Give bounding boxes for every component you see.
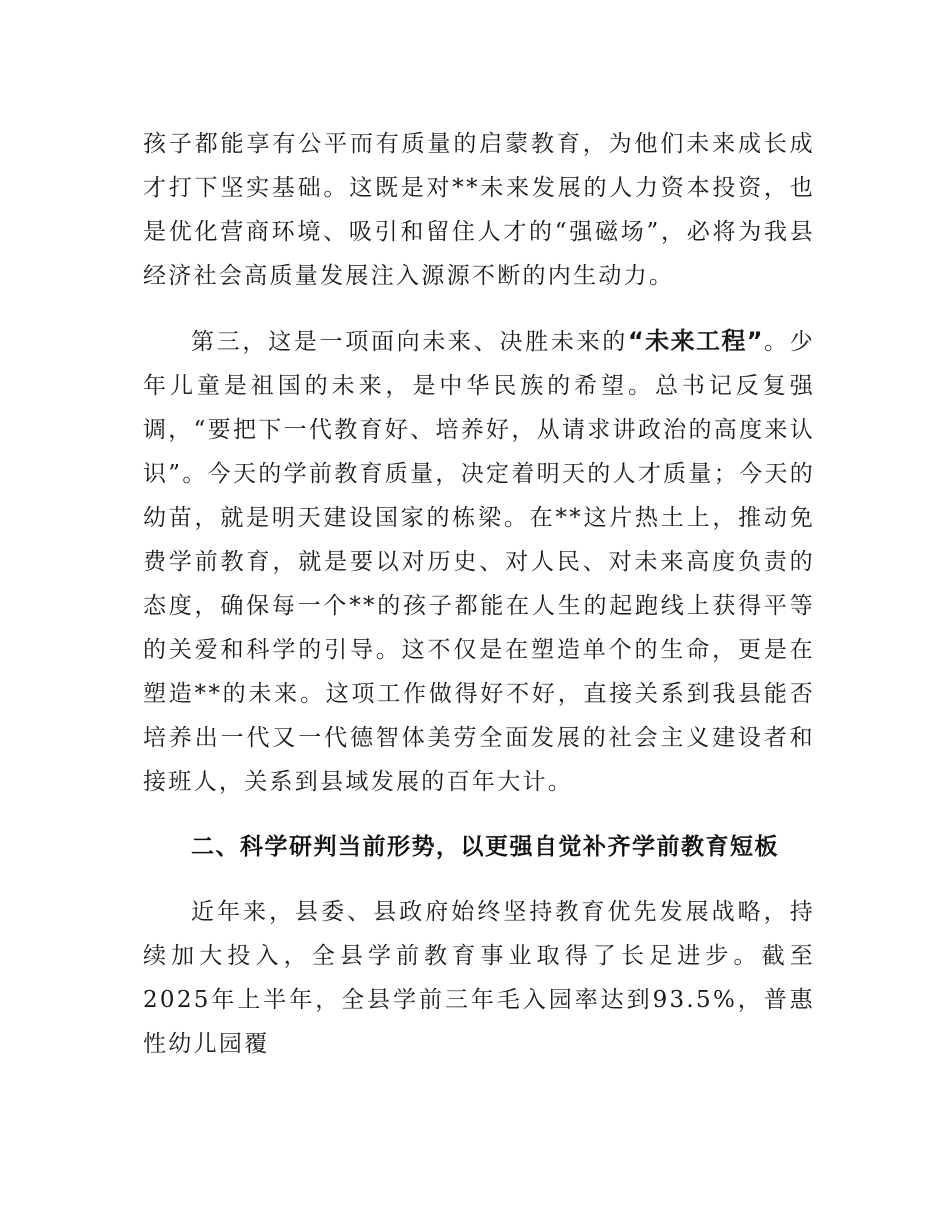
document-body — [143, 122, 815, 1066]
paragraph-2-body: 。少年儿童是祖国的未来，是中华民族的希望。总书记反复强调，“要把下一代教育好、培养好，从请求讲政治的高度来认识”。今天的学前教育质量，决定着明天的人才质量；今天的幼苗，就是明天建设国家的栋梁。在**这片热土上，推动免费学前教育，就是要以对历史、对人民、对未来高度负责的态度，确保每一个**的孩子都能在人生的起跑线上获得平等的关爱和科学的引导。这不仅是在塑造单个的生命，更是在塑造**的未来。这项工作做得好不好，直接关系到我县能否培养出一代又一代德智体美劳全面发展的社会主义建设者和接班人，关系到县域发展的百年大计。 — [143, 329, 815, 795]
paragraph-2-lead: 第三，这是一项面向未来、决胜未来的 — [191, 329, 628, 355]
paragraph-gap — [143, 298, 815, 319]
paragraph-gap — [143, 869, 815, 890]
paragraph-3: 近年来，县委、县政府始终坚持教育优先发展战略，持续加大投入，全县学前教育事业取得了长足进步。截至2025年上半年，全县学前三年毛入园率达到93.5%，普惠性幼儿园覆 — [143, 899, 815, 1057]
future-project-emphasis: “未来工程” — [628, 327, 764, 355]
paragraph-1: 孩子都能享有公平而有质量的启蒙教育，为他们未来成长成才打下坚实基础。这既是对**未来发展的人力资本投资，也是优化营商环境、吸引和留住人才的“强磁场”，必将为我县经济社会高质量发展注入源源不断的内生动力。 — [143, 131, 815, 289]
paragraph-gap — [143, 804, 815, 825]
paragraph-2 — [143, 319, 815, 804]
section-heading: 二、科学研判当前形势，以更强自觉补齐学前教育短板 — [191, 834, 779, 860]
